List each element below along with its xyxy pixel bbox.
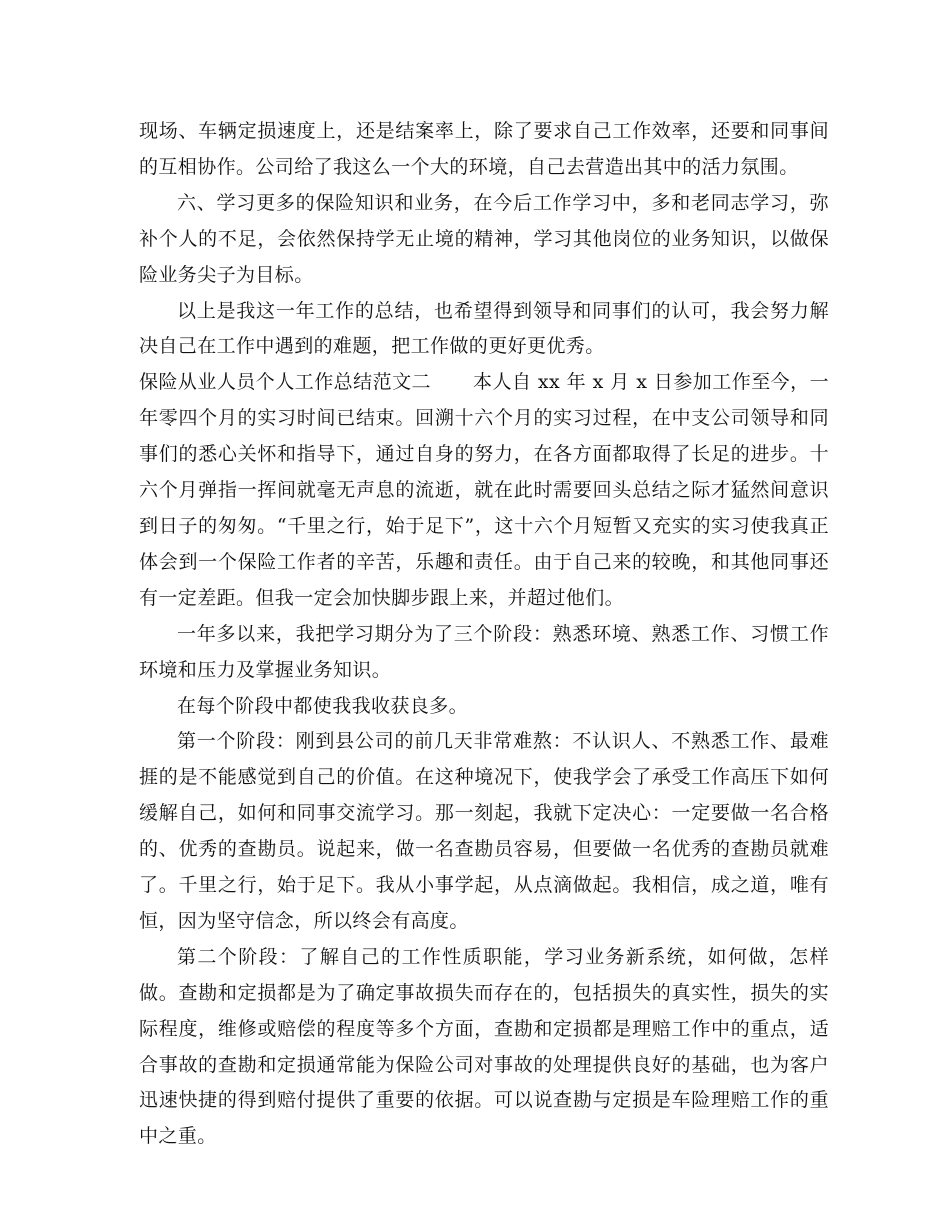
paragraph-7: 第一个阶段：刚到县公司的前几天非常难熬：不认识人、不熟悉工作、最难捱的是不能感觉到自己的价值。在这种境况下，使我学会了承受工作高压下如何缓解自己，如何和同事交流学习。那一刻起，我就下定决心：一定要做一名合格的、优秀的查勘员。说起来，做一名查勘员容易，但要做一名优秀的查勘员就难了。千里之行，始于足下。我从小事学起，从点滴做起。我相信，成之道，唯有恒，因为坚守信念，所以终会有高度。 bbox=[139, 730, 829, 932]
paragraph-5: 一年多以来，我把学习期分为了三个阶段：熟悉环境、熟悉工作、习惯工作环境和压力及掌握业务知识。 bbox=[139, 622, 829, 681]
paragraph-4 bbox=[139, 365, 829, 616]
paragraph-4-text: 本人自 xx 年 x 月 x 日参加工作至今，一年零四个月的实习时间已结束。回溯十六个月的实习过程，在中支公司领导和同事们的悉心关怀和指导下，通过自身的努力，在各方面都取得了长足的进步。十六个月弹指一挥间就毫无声息的流逝，就在此时需要回头总结之际才猛然间意识到日子的匆匆。“千里之行，始于足下”，这十六个月短暂又充实的实习使我真正体会到一个保险工作者的辛苦，乐趣和责任。由于自己来的较晚，和其他同事还有一定差距。但我一定会加快脚步跟上来，并超过他们。 bbox=[139, 371, 829, 609]
section-title: 保险从业人员个人工作总结范文二 bbox=[139, 371, 432, 394]
paragraph-3: 以上是我这一年工作的总结，也希望得到领导和同事们的认可，我会努力解决自己在工作中遇到的难题，把工作做的更好更优秀。 bbox=[139, 299, 829, 358]
paragraph-1: 现场、车辆定损速度上，还是结案率上，除了要求自己工作效率，还要和同事间的互相协作。公司给了我这么一个大的环境，自己去营造出其中的活力氛围。 bbox=[139, 120, 829, 178]
paragraph-2: 六、学习更多的保险知识和业务，在今后工作学习中，多和老同志学习，弥补个人的不足，会依然保持学无止境的精神，学习其他岗位的业务知识，以做保险业务尖子为目标。 bbox=[139, 191, 829, 286]
paragraph-6: 在每个阶段中都使我我收获良多。 bbox=[177, 694, 469, 717]
paragraph-8: 第二个阶段：了解自己的工作性质职能，学习业务新系统，如何做，怎样做。查勘和定损都是为了确定事故损失而存在的，包括损失的真实性，损失的实际程度，维修或赔偿的程度等多个方面，查勘和定损都是理赔工作中的重点，适合事故的查勘和定损通常能为保险公司对事故的处理提供良好的基础，也为客户迅速快捷的得到赔付提供了重要的依据。可以说查勘与定损是车险理赔工作的重中之重。 bbox=[139, 945, 829, 1148]
document-body bbox=[139, 114, 829, 1155]
